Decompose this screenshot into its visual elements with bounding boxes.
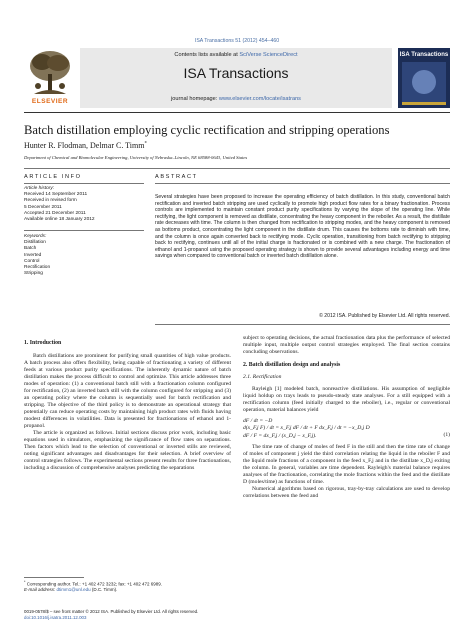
- keyword[interactable]: Distillation: [24, 240, 46, 246]
- keyword[interactable]: Stripping: [24, 271, 43, 277]
- body-paragraph: Rayleigh [1] modeled batch, nonreactive distillations. His assumption of negligible liquid holdup on trays leads to pseudo-steady state analyses. For a still equipped with a rectification column (feed initially charged to the reboiler), i.e., regular or conventional operation, material balances yield: [243, 386, 450, 413]
- journal-reference: ISA Transactions 51 (2012) 454–460: [194, 38, 280, 44]
- authors: [24, 141, 450, 150]
- abstract-divider: [155, 183, 450, 184]
- history-line: Available online 18 January 2012: [24, 217, 95, 223]
- keywords-label: Keywords:: [24, 234, 47, 239]
- history-line: Received in revised form: [24, 198, 77, 204]
- equation-line: d(x_F,j F) / dt = x_F,j dF / dt + F dx_F,j / dt = −x_D,j D: [243, 425, 370, 432]
- keywords: [24, 234, 144, 277]
- body-paragraph: subject to operating decisions, the actual fractionation data plus the performance of selected multiple input, multiple output control strategies employed. The final section contains concluding observations.: [243, 335, 450, 355]
- footnote-marker: *: [24, 580, 26, 584]
- equation-number: (1): [443, 432, 450, 438]
- journal-header: [24, 48, 450, 108]
- keyword[interactable]: Batch: [24, 246, 37, 252]
- email-label: E-mail address:: [24, 587, 56, 593]
- publisher-name: ELSEVIER: [31, 98, 69, 105]
- history-label: Article history:: [24, 186, 55, 191]
- equation-block: [243, 418, 450, 440]
- history-line: Accepted 21 December 2011: [24, 210, 86, 216]
- footnote: [24, 580, 224, 593]
- history-line: 5 December 2011: [24, 204, 62, 210]
- contents-line: [80, 52, 392, 58]
- homepage-prefix: journal homepage:: [171, 96, 218, 102]
- right-column: [243, 335, 450, 500]
- email-suffix: (D.C. Timm).: [91, 587, 118, 593]
- doi-link[interactable]: doi:10.1016/j.isatra.2011.12.003: [24, 614, 87, 620]
- body-paragraph: Numerical algorithms based on rigorous, tray-by-tray calculations are used to develop correlations between the feed and: [243, 486, 450, 500]
- abstract-text: Several strategies have been proposed to increase the operating efficiency of batch distillation. In this study, conventional batch rectification and inverted batch stripping are used cyclically to promote high product flow rates for a binary fractionation. Process controls are implemented to maintain constant product purity specifications by varying the slope of the operating line. While rectifying, the light component is removed as distillate, concentrating the heavy component in the reboiler. As a result, the distillate rate decreases with time. The column is then changed from rectification to stripping modes, and the heavy component is removed as bottoms product, concentrating the light component in the distillate drum. This causes the bottoms rate to diminish with time, and the column is once again converted back to rectifying mode. Cyclic operation, transitioning from batch rectifying to stripping back to rectifying, continues until all of the initial charge is fractionated or is combined with a new charge. The fractionation of ethanol and 1-propanol using the proposed operating strategy is shown to provide several advantages including energy and time savings when compared to conventional batch or inverted batch distillation alone.: [155, 194, 450, 260]
- left-column: [24, 340, 231, 472]
- issn-line: 0019-0578/$ – see front matter © 2012 ISA. Published by Elsevier Ltd. All rights reserved.: [24, 609, 199, 614]
- history-line: Received 14 September 2011: [24, 192, 88, 198]
- copyright: © 2012 ISA. Published by Elsevier Ltd. All rights reserved.: [319, 313, 450, 319]
- article-title: Batch distillation employing cyclic rectification and stripping operations: [24, 123, 390, 137]
- keywords-divider: [24, 230, 144, 231]
- cover-title: ISA Transactions: [399, 52, 449, 58]
- author-marker[interactable]: *: [144, 141, 147, 147]
- body-paragraph: The time rate of change of moles of feed F in the still and then the time rate of change of moles of component j yield the third correlation relating the liquid in the reboiler F and the liquid mole fractions of a component in the feed x_F,j and in the distillate x_D,j exiting the column. In general, variables are time dependent. Rayleigh's material balance requires analyses of the fractionation, correlating the mole fractions within the feed and the distillate D (moles/time) as functions of time.: [243, 444, 450, 486]
- contents-prefix: Contents lists available at: [174, 52, 238, 58]
- email-link[interactable]: dtimm1@unl.edu: [56, 587, 91, 593]
- body-paragraph: Batch distillations are prominent for purifying small quantities of high value products. A batch process also offers flexibility, being capable of fractionating a variety of different feeds at various product purity specifications. The inherently dynamic nature of batch distillation makes the process difficult to control and optimize. This article addresses three modes of operation: (1) a conventional batch still with a fractionation column configured for rectification, (2) an inverted batch still with the column configured for stripping and (3) an operating policy where the column is sequentially used for batch rectification and stripping. The objective of the third policy is to demonstrate an operational strategy that potentially can reduce operating costs by maintaining high product rates with fluids having modest differences in volatilities. Data is presented for fractionations of ethanol and 1-propanol.: [24, 353, 231, 429]
- article-info-divider: [24, 183, 144, 184]
- author-names: Hunter R. Flodman, Delmar C. Timm: [24, 141, 145, 150]
- footnote-text: Corresponding author. Tel.: +1 402 472 3232; fax: +1 402 472 6989.: [26, 581, 163, 587]
- footnote-divider: [24, 577, 84, 578]
- article-history: [24, 186, 144, 223]
- header-divider: [24, 112, 450, 113]
- equation-line: dF / F = dx_F,j / (x_D,j − x_F,j).: [243, 432, 317, 439]
- abstract-bottom-divider: [155, 324, 450, 325]
- email-line: [24, 587, 224, 593]
- affiliation: Department of Chemical and Biomolecular Engineering, University of Nebraska–Lincoln, NE 68588-0643, United States: [24, 155, 248, 160]
- footnote-line: [24, 580, 224, 587]
- keyword[interactable]: Inverted: [24, 252, 42, 258]
- front-matter: [24, 609, 224, 620]
- keyword[interactable]: Rectification: [24, 265, 51, 271]
- body-paragraph: The article is organized as follows. Initial sections discuss prior work, including basic equations used in simulators, emphasizing the significance of flow rates on separations. Then factors which lead to the selection of conventional or inverted stills are reviewed, noting significant advantages and disadvantages for their selection. A brief overview of control strategies follows. The experimental sections present results for three fractionations, including a discussion of comprehensive analyses predicting the separations: [24, 430, 231, 471]
- homepage-line: [80, 96, 392, 102]
- article-info-heading: ARTICLE INFO: [24, 174, 82, 180]
- homepage-link[interactable]: www.elsevier.com/locate/isatrans: [218, 96, 301, 102]
- section-2-title: 2. Batch distillation design and analysis: [243, 362, 341, 368]
- abstract-heading: ABSTRACT: [155, 174, 198, 180]
- title-divider: [24, 168, 450, 169]
- equation-line: dF / dt = −D: [243, 418, 273, 424]
- journal-title: ISA Transactions: [183, 65, 289, 81]
- section-2-1-title: 2.1. Rectification: [243, 374, 282, 380]
- journal-banner: [80, 48, 392, 108]
- sciencedirect-link[interactable]: SciVerse ScienceDirect: [239, 52, 298, 58]
- section-1-title: 1. Introduction: [24, 340, 62, 346]
- keyword[interactable]: Control: [24, 258, 40, 264]
